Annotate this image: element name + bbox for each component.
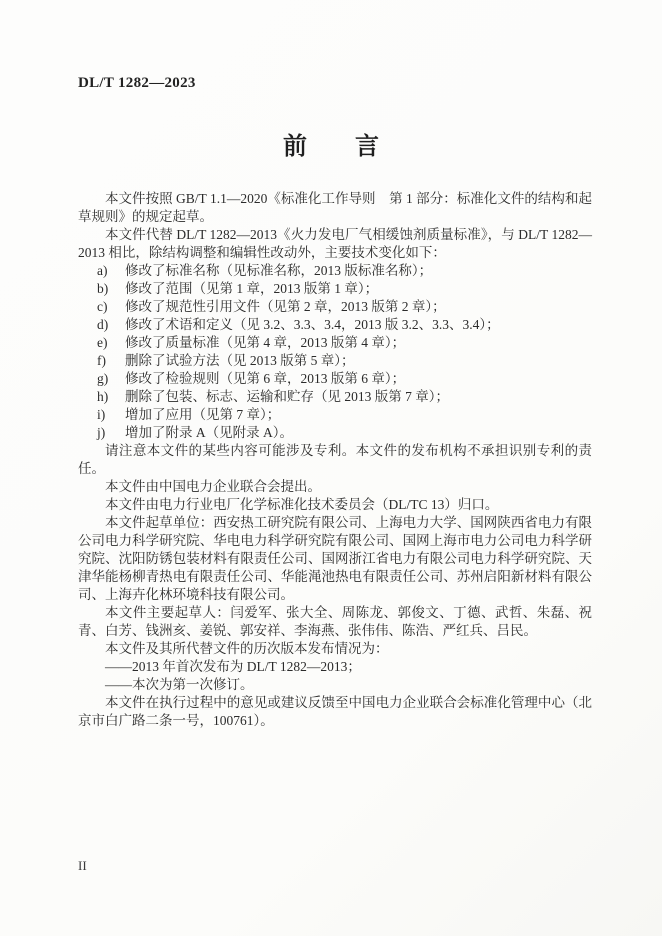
change-text: 修改了规范性引用文件（见第 2 章，2013 版第 2 章）； — [125, 299, 446, 314]
paragraph-centralized-by: 本文件由电力行业电厂化学标准化技术委员会（DL/TC 13）归口。 — [105, 497, 499, 512]
technical-change-list — [78, 262, 592, 442]
change-item — [78, 424, 592, 442]
paragraph-drafting-basis: 本文件按照 GB/T 1.1—2020《标准化工作导则 第 1 部分：标准化文件的结构和起草规则》的规定起草。 — [78, 191, 592, 224]
change-marker: j) — [97, 425, 106, 440]
paragraph-patent-notice: 请注意本文件的某些内容可能涉及专利。本文件的发布机构不承担识别专利的责任。 — [78, 443, 592, 476]
version-history-item: ——2013 年首次发布为 DL/T 1282—2013； — [105, 659, 361, 674]
paragraph-proposed-by: 本文件由中国电力企业联合会提出。 — [105, 479, 321, 494]
page-title-foreword: 前 言 — [283, 134, 379, 160]
change-marker: e) — [97, 335, 108, 350]
running-header-standard-number: DL/T 1282—2023 — [78, 75, 196, 91]
change-item — [78, 298, 592, 316]
change-item — [78, 316, 592, 334]
change-marker: i) — [97, 407, 106, 422]
change-marker: g) — [97, 371, 109, 386]
change-text: 增加了附录 A（见附录 A）。 — [125, 425, 293, 440]
change-marker: a) — [97, 263, 108, 278]
paragraph-drafting-organizations: 本文件起草单位：西安热工研究院有限公司、上海电力大学、国网陕西省电力有限公司电力科学研究院、华电电力科学研究院有限公司、国网上海市电力公司电力科学研究院、沈阳防锈包装材料有限责任公司、国网浙江省电力有限公司电力科学研究院、天津华能杨柳青热电有限责任公司、华能渑池热电有限责任公司、苏州启阳新材料有限公司、上海卉化林环境科技有限公司。 — [78, 515, 592, 602]
change-item — [78, 388, 592, 406]
change-item — [78, 262, 592, 280]
change-text: 修改了术语和定义（见 3.2、3.3、3.4，2013 版 3.2、3.3、3.4）； — [125, 317, 500, 332]
change-text: 修改了检验规则（见第 6 章，2013 版第 6 章）； — [125, 371, 406, 386]
change-item — [78, 370, 592, 388]
change-item — [78, 352, 592, 370]
paragraph-version-history-intro: 本文件及其所代替文件的历次版本发布情况为： — [105, 641, 389, 656]
change-item — [78, 334, 592, 352]
paragraph-replacement: 本文件代替 DL/T 1282—2013《火力发电厂气相缓蚀剂质量标准》，与 DL/T 1282—2013 相比，除结构调整和编辑性改动外，主要技术变化如下： — [78, 227, 592, 260]
change-text: 删除了试验方法（见 2013 版第 5 章）； — [125, 353, 355, 368]
paragraph-feedback-address: 本文件在执行过程中的意见或建议反馈至中国电力企业联合会标准化管理中心（北京市白广路二条一号，100761）。 — [78, 695, 592, 728]
change-item — [78, 406, 592, 424]
change-marker: b) — [97, 281, 109, 296]
change-marker: h) — [97, 389, 109, 404]
change-text: 修改了范围（见第 1 章，2013 版第 1 章）； — [125, 281, 379, 296]
foreword-body — [78, 190, 592, 730]
change-text: 删除了包装、标志、运输和贮存（见 2013 版第 7 章）； — [125, 389, 449, 404]
change-item — [78, 280, 592, 298]
page-number: II — [78, 858, 87, 873]
version-history-item: ——本次为第一次修订。 — [105, 677, 254, 692]
change-marker: d) — [97, 317, 109, 332]
change-text: 增加了应用（见第 7 章）； — [125, 407, 281, 422]
change-text: 修改了质量标准（见第 4 章，2013 版第 4 章）； — [125, 335, 406, 350]
change-marker: c) — [97, 299, 108, 314]
change-marker: f) — [97, 353, 106, 368]
paragraph-main-drafters: 本文件主要起草人：闫爱军、张大全、周陈龙、郭俊文、丁德、武哲、朱磊、祝青、白芳、钱洲亥、姜锐、郭安祥、李海燕、张伟伟、陈浩、严红兵、吕民。 — [78, 605, 592, 638]
change-text: 修改了标准名称（见标准名称，2013 版标准名称）； — [125, 263, 433, 278]
